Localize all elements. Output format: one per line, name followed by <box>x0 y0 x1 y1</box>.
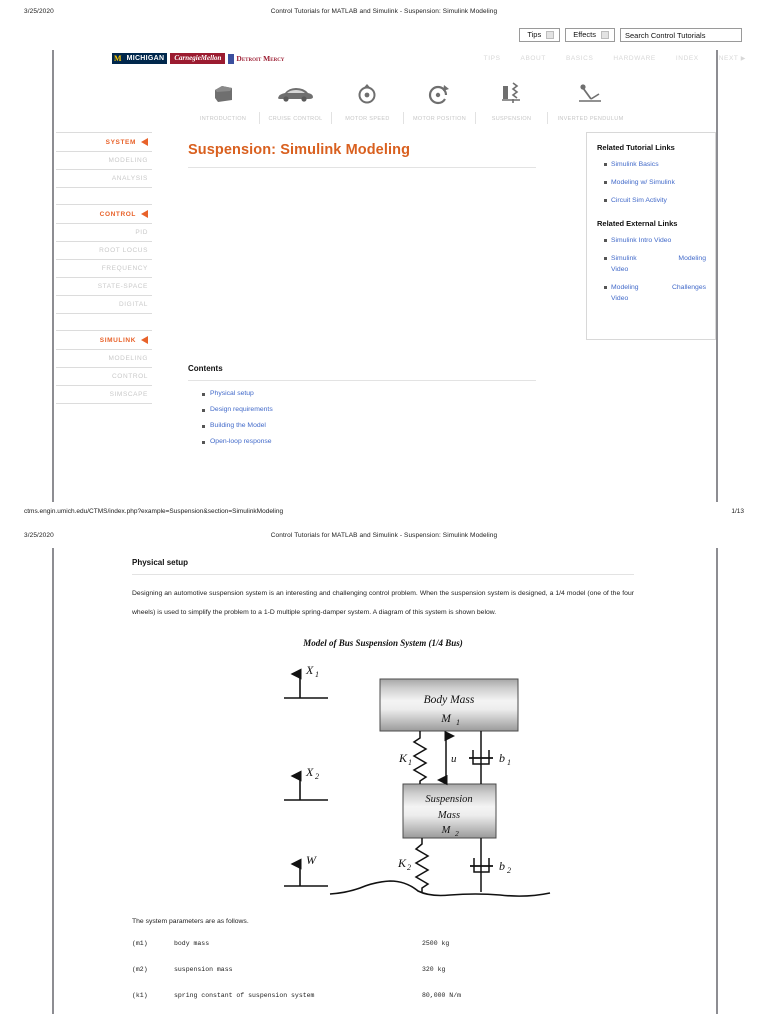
contents-item-building-the-model[interactable]: Building the Model <box>202 422 718 429</box>
page-columns <box>0 126 768 454</box>
svg-text:2: 2 <box>455 829 459 838</box>
svg-text:1: 1 <box>456 718 460 727</box>
param-description: suspension mass <box>174 966 233 973</box>
example-nav-cruise-control[interactable] <box>259 79 331 126</box>
svg-text:K: K <box>398 856 407 870</box>
inverted-pendulum-icon <box>575 79 605 109</box>
sidebar-item-root-locus[interactable]: ROOT LOCUS <box>56 241 152 259</box>
michigan-block-m: M <box>114 54 122 63</box>
example-nav-label: INTRODUCTION <box>199 116 247 122</box>
contents-list <box>188 390 718 445</box>
param-symbol: (k1) <box>132 992 148 999</box>
michigan-logo[interactable] <box>112 53 167 64</box>
related-link[interactable]: Simulink Modeling Video <box>604 253 706 275</box>
sidebar-group-control[interactable] <box>56 204 152 223</box>
footer-url: ctms.engin.umich.edu/CTMS/index.php?example=Suspension&section=SimulinkModeling <box>24 508 284 515</box>
car-icon <box>275 79 315 109</box>
sidebar-item-simulink-modeling[interactable]: MODELING <box>56 349 152 367</box>
print-date: 3/25/2020 <box>24 8 54 15</box>
svg-text:2: 2 <box>407 863 411 872</box>
page2-content <box>0 548 768 999</box>
michigan-wordmark: MICHIGAN <box>124 53 168 64</box>
browser-toolbar <box>0 28 768 50</box>
sidebar-group-label: SYSTEM <box>105 138 136 146</box>
effects-toggle-icon[interactable] <box>601 31 609 39</box>
shield-icon <box>228 54 234 64</box>
param-row <box>132 992 718 999</box>
tips-toggle-icon[interactable] <box>546 31 554 39</box>
params-lead: The system parameters are as follows. <box>132 918 249 925</box>
svg-text:u: u <box>451 753 457 765</box>
svg-text:K: K <box>399 751 408 765</box>
svg-text:M: M <box>441 713 451 725</box>
sidebar-item-pid[interactable]: PID <box>56 223 152 241</box>
example-nav-label: MOTOR SPEED <box>331 112 403 124</box>
svg-text:b: b <box>499 859 505 873</box>
top-nav-basics[interactable]: BASICS <box>565 55 594 62</box>
print-doc-title: Control Tutorials for MATLAB and Simulink - Suspension: Simulink Modeling <box>270 532 498 539</box>
search-input[interactable]: Search Control Tutorials <box>620 28 742 42</box>
example-nav-introduction[interactable] <box>187 79 259 126</box>
svg-text:2: 2 <box>315 772 319 781</box>
sidebar-item-simscape[interactable]: SIMSCAPE <box>56 385 152 403</box>
figure-caption: Model of Bus Suspension System (1/4 Bus) <box>303 638 463 648</box>
top-nav <box>484 55 746 62</box>
param-row <box>132 966 718 973</box>
detroit-mercy-wordmark: Detroit Mercy <box>236 54 285 63</box>
svg-text:X: X <box>306 765 314 779</box>
motor-speed-icon <box>355 79 379 109</box>
param-value: 80,000 N/m <box>422 992 462 999</box>
tips-label: Tips <box>527 30 542 39</box>
sidebar-item-digital[interactable]: DIGITAL <box>56 295 152 313</box>
suspension-icon <box>500 79 522 109</box>
param-description: body mass <box>174 940 210 947</box>
sidebar-gap <box>56 314 152 330</box>
example-nav-suspension[interactable] <box>475 79 547 126</box>
top-nav-about[interactable]: ABOUT <box>520 55 546 62</box>
page-title: Suspension: Simulink Modeling <box>188 142 411 158</box>
contents-heading: Contents <box>188 364 223 373</box>
example-nav-inverted-pendulum[interactable] <box>547 79 633 126</box>
physical-setup-rule <box>132 574 634 575</box>
related-link[interactable]: Modeling Challenges Video <box>604 282 706 304</box>
svg-text:Suspension: Suspension <box>425 794 473 805</box>
svg-text:X: X <box>306 663 314 677</box>
param-description: spring constant of suspension system <box>174 992 315 999</box>
param-value: 320 kg <box>422 966 446 973</box>
example-nav-motor-speed[interactable] <box>331 79 403 126</box>
contents-rule <box>188 380 536 381</box>
param-symbol: (m2) <box>132 966 148 973</box>
contents-section <box>188 364 718 445</box>
related-link[interactable]: Circuit Sim Activity <box>604 195 706 206</box>
svg-text:1: 1 <box>408 758 412 767</box>
physical-setup-paragraph: Designing an automotive suspension system is an interesting and challenging control problem. When the suspension system is designed, a 1/4 model (one of the four wheels) is used to simplify the problem to a 1-D multiple spring-damper system. A diagram of this system is shown below. <box>132 590 634 616</box>
svg-text:Body Mass: Body Mass <box>423 694 475 706</box>
contents-item-open-loop-response[interactable]: Open-loop response <box>202 438 718 445</box>
example-nav <box>0 72 768 126</box>
print-header-2 <box>0 526 768 548</box>
related-link-line1: Simulink Modeling <box>611 255 706 262</box>
tips-button[interactable] <box>519 28 560 42</box>
sidebar <box>52 126 160 454</box>
footer-page-number: 1/13 <box>731 508 744 515</box>
sidebar-item-system-modeling[interactable]: MODELING <box>56 151 152 169</box>
related-external-list <box>597 235 706 304</box>
contents-item-design-requirements[interactable]: Design requirements <box>202 406 718 413</box>
sidebar-group-simulink[interactable] <box>56 330 152 349</box>
logo-row <box>112 53 284 64</box>
sidebar-group-system[interactable] <box>56 132 152 151</box>
param-row <box>132 940 718 947</box>
param-symbol: (m1) <box>132 940 148 947</box>
sidebar-group-label: SIMULINK <box>99 336 136 344</box>
related-link[interactable]: Simulink Basics <box>604 159 706 170</box>
triangle-left-icon <box>141 138 148 146</box>
sidebar-item-system-analysis[interactable]: ANALYSIS <box>56 169 152 187</box>
related-tutorial-list <box>597 159 706 206</box>
site-frame-2 <box>0 548 768 1014</box>
triangle-left-icon <box>141 210 148 218</box>
svg-text:1: 1 <box>315 670 319 679</box>
example-nav-label: INVERTED PENDULUM <box>547 112 633 124</box>
sidebar-item-state-space[interactable]: STATE-SPACE <box>56 277 152 295</box>
sidebar-divider <box>56 403 152 404</box>
site-frame-1 <box>0 50 768 502</box>
svg-text:M: M <box>441 825 451 836</box>
print-header-1 <box>0 0 768 26</box>
system-parameters <box>132 918 718 999</box>
sidebar-item-frequency[interactable]: FREQUENCY <box>56 259 152 277</box>
suspension-diagram <box>132 652 718 902</box>
related-links-box <box>586 132 716 340</box>
param-value: 2500 kg <box>422 940 450 947</box>
sidebar-gap <box>56 188 152 204</box>
svg-text:b: b <box>499 751 505 765</box>
next-arrow-icon: ▶ <box>740 56 746 62</box>
print-page-2 <box>0 526 768 1014</box>
contents-item-physical-setup[interactable]: Physical setup <box>202 390 718 397</box>
related-external-heading: Related External Links <box>597 219 678 228</box>
masthead <box>0 50 768 72</box>
sidebar-group-label: CONTROL <box>99 210 136 218</box>
print-footer-1 <box>0 502 768 526</box>
related-tutorial-heading: Related Tutorial Links <box>597 143 675 152</box>
example-nav-label: CRUISE CONTROL <box>259 112 331 124</box>
print-doc-title: Control Tutorials for MATLAB and Simulink - Suspension: Simulink Modeling <box>270 8 498 15</box>
svg-text:1: 1 <box>507 758 511 767</box>
example-nav-label: MOTOR POSITION <box>403 112 475 124</box>
example-nav-motor-position[interactable] <box>403 79 475 126</box>
physical-setup-heading: Physical setup <box>132 558 189 567</box>
cube-icon <box>210 79 236 109</box>
suspension-diagram-svg <box>270 652 580 902</box>
main-content <box>160 126 768 454</box>
top-nav-hardware[interactable]: HARDWARE <box>613 55 656 62</box>
motor-position-icon <box>426 79 452 109</box>
svg-text:2: 2 <box>507 866 511 875</box>
print-date: 3/25/2020 <box>24 532 54 539</box>
sidebar-item-simulink-control[interactable]: CONTROL <box>56 367 152 385</box>
detroit-mercy-logo[interactable] <box>228 53 284 64</box>
related-link-line1: Modeling Challenges <box>611 284 706 291</box>
title-rule <box>188 167 536 168</box>
carnegie-mellon-logo[interactable]: CarnegieMellon <box>170 53 225 64</box>
triangle-left-icon <box>141 336 148 344</box>
svg-text:W: W <box>306 853 316 867</box>
effects-button[interactable] <box>565 28 615 42</box>
example-nav-label: SUSPENSION <box>475 112 547 124</box>
related-link[interactable]: Modeling w/ Simulink <box>604 177 706 188</box>
effects-label: Effects <box>573 30 596 39</box>
top-nav-next[interactable]: NEXT ▶ <box>718 55 746 62</box>
svg-text:Mass: Mass <box>437 810 461 821</box>
top-nav-index[interactable]: INDEX <box>675 55 699 62</box>
top-nav-tips[interactable]: TIPS <box>483 55 501 62</box>
related-link[interactable]: Simulink Intro Video <box>604 235 706 246</box>
